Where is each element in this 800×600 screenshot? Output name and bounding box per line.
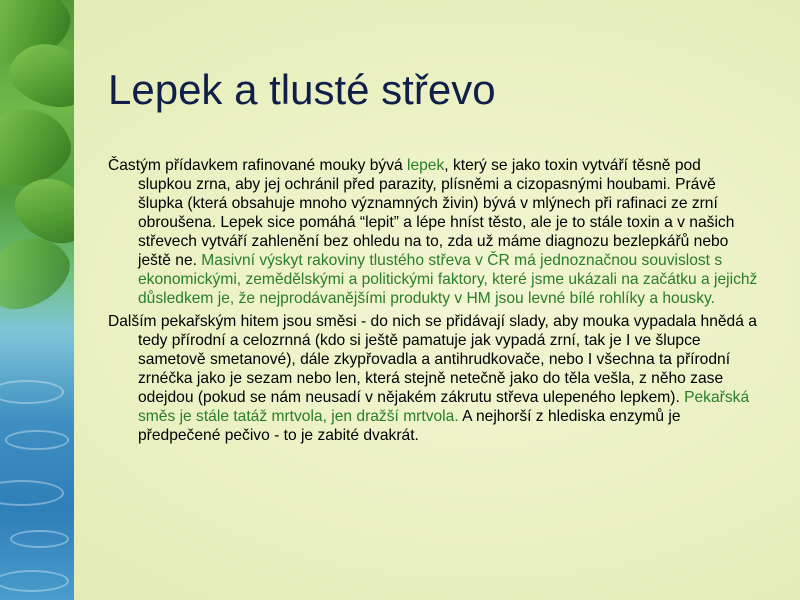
text-segment: Dalším pekařským hitem jsou směsi - do nich se přidávají slady, aby mouka vypadala hnědá a tedy přírodní a celozrnná (kdo si ještě pamatuje jak vypadá zrní, tak je I ve šlupce sametově smetanové), dále zkypřovadla a antihrudkovače, nebo I všechna ta přírodní zrnéčka jako je sezam nebo len, která stejně netečně jako do těla vešla, z něho zase odejdou (pokud se nám neusadí v nějakém zákrutu střeva ulepeného lepkem). <box>108 313 757 406</box>
highlight-lepek: lepek <box>407 157 445 174</box>
slide-body <box>108 156 758 449</box>
text-segment: A nejhorší z hlediska enzymů je předpečené pečivo - to je zabité dvakrát. <box>138 408 681 444</box>
water-ripple <box>10 530 69 548</box>
water-ripple <box>0 570 69 592</box>
water-ripple <box>5 430 69 450</box>
water-ripple <box>0 480 64 506</box>
decorative-image-strip <box>0 0 74 600</box>
paragraph-lepek <box>108 156 758 308</box>
highlight-rakovina: Masivní výskyt rakoviny tlustého střeva v ČR má jednoznačnou souvislost s ekonomickými, zemědělskými a politickými faktory, které jsme ukázali na začátku a jejichž důsledkem je, že nejprodávanějšími produkty v HM jsou levné bílé rohlíky a housky. <box>138 252 758 307</box>
slide-title: Lepek a tlusté střevo <box>108 66 496 113</box>
text-segment: Častým přídavkem rafinované mouky bývá <box>108 157 407 174</box>
text-segment: , který se jako toxin vytváří těsně pod slupkou zrna, aby jej ochránil před parazity, plísněmi a cizopasnými houbami. Právě šlupka (která obsahuje mnoho významných živin) bývá v mlýnech při rafinaci ze zrní obroušena. Lepek sice pomáhá “lepit” a lépe hníst těsto, ale je to stále toxin a v našich střevech vytváří zahlenění bez ohledu na to, zda už máme diagnozu bezlepkářů nebo ještě ne. <box>138 157 735 269</box>
water-ripple <box>0 380 64 404</box>
paragraph-smesi <box>108 312 758 445</box>
highlight-mrtvola: Pekařská směs je stále tatáž mrtvola, jen dražší mrtvola. <box>138 389 750 425</box>
